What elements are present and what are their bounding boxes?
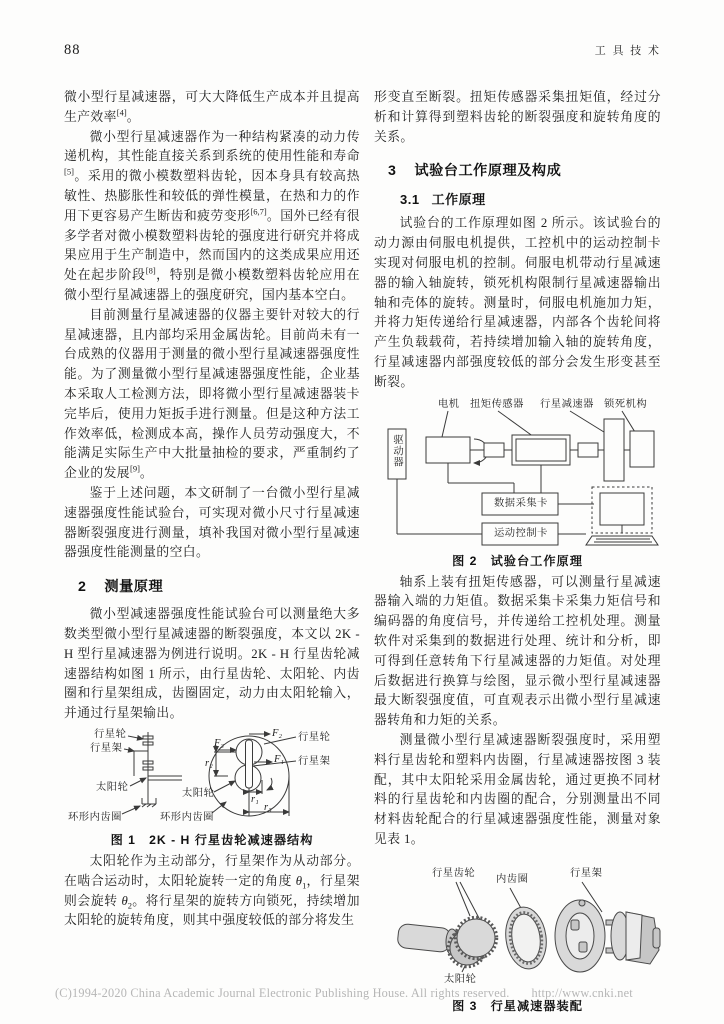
paragraph: 太阳轮作为主动部分，行星架作为从动部分。在啮合运动时，太阳轮旋转一定的角度 $\theta_1$，行星架则会旋转 $\theta_2$。将行星架的旋转方向锁死，持续增加太阳轮的旋转角度，则其中强度较低的部分将发生 xyxy=(64,853,360,928)
fig1-label-r2: r₂ xyxy=(205,757,213,769)
section-number: 3 xyxy=(388,163,397,180)
figure-2 xyxy=(374,397,661,569)
fig1-label-planet-left: 行星轮 xyxy=(94,728,127,740)
fig3-label-sun-gear: 太阳轮 xyxy=(444,973,477,985)
section-number: 2 xyxy=(78,579,87,596)
section-title: 试验台工作原理及构成 xyxy=(414,163,562,180)
figure-1 xyxy=(64,728,360,848)
fig2-label-motor: 电机 xyxy=(438,398,460,410)
fig1-label-carrier-right: 行星架 xyxy=(298,755,331,767)
cnki-url: http://www.cnki.net xyxy=(531,986,633,1000)
paragraph: 鉴于上述问题，本文研制了一台微小型行星减速器强度性能试验台，可实现对微小尺寸行星减速器断裂强度进行测量，填补我国对微小型行星减速器强度性能测量的空白。 xyxy=(64,485,360,560)
page-footer xyxy=(55,986,715,1001)
right-column xyxy=(374,88,661,1018)
copyright-text: (C)1994-2020 China Academic Journal Electronic Publishing House. All rights reserved. xyxy=(55,986,510,1000)
fig1-label-carrier-left: 行星架 xyxy=(90,742,123,754)
subsection-number: 3.1 xyxy=(400,192,420,208)
fig1-label-r3: r₃ xyxy=(264,801,272,813)
section-heading-2 xyxy=(78,576,360,596)
fig1-label-ring-right: 环形内齿圈 xyxy=(160,811,214,823)
paragraph: 微小型减速器强度性能试验台可以测量绝大多数类型微小型行星减速器的断裂强度，本文以 2K - H 型行星减速器为例进行说明。2K - H 行星齿轮减速器结构如图 1 所示，由行星齿轮、太阳轮、内齿圈和行星架组成，齿圈固定，动力由太阳轮输入，并通过行星架输出。 xyxy=(64,607,360,721)
fig2-label-lock: 锁死机构 xyxy=(604,398,648,410)
paragraph: 目前测量行星减速器的仪器主要针对较大的行星减速器，且内部均采用金属齿轮。目前尚未有一台成熟的仪器用于测量的微小型行星减速器强度性能。为了测量微小型行星减速器强度性能，企业基本采取人工检测方法，即将微小型行星减速器装卡完毕后，使用力矩扳手进行测量。但是这种方法工作效率低，检测成本高，操作人员劳动强度大，不能满足实际生产中大批量抽检的要求，严重制约了企业的发展[9]。 xyxy=(64,307,360,481)
fig1-label-sun-right: 太阳轮 xyxy=(182,787,215,799)
fig2-label-daq: 数据采集卡 xyxy=(494,497,548,509)
section-title: 测量原理 xyxy=(104,579,164,596)
fig3-label-ring-gear: 内齿圈 xyxy=(496,873,529,885)
paragraph: 微小型行星减速器作为一种结构紧凑的动力传递机构，其性能直接关系到系统的使用性能和寿命[5]。采用的微小模数塑料齿轮，因本身具有较高热敏性、热膨胀性和较低的弹性模量，在热和力的作用下更容易产生断齿和疲劳变形[6,7]。国外已经有很多学者对微小模数塑料齿轮的强度进行研究并将成果应用于生产制造中，然而国内的这类成果应用还处在起步阶段[8]，特别是微小模数塑料齿轮应用在微小型行星减速器上的强度研究，国内基本空白。 xyxy=(64,129,361,302)
section-heading-3 xyxy=(388,160,661,180)
paragraph: 微小型行星减速器，可大大降低生产成本并且提高生产效率[4]。 xyxy=(64,90,360,124)
fig1-label-ring-left: 环形内齿圈 xyxy=(68,811,122,823)
fig2-label-torque-sensor: 扭矩传感器 xyxy=(470,398,524,410)
figure-1-caption: 图 1 2K - H 行星齿轮减速器结构 xyxy=(110,832,314,847)
page-number: 88 xyxy=(64,42,81,58)
fig1-label-f1: F₁ xyxy=(274,753,285,765)
fig1-label-sun-left: 太阳轮 xyxy=(96,781,129,793)
section-heading-3-1 xyxy=(400,189,661,208)
fig1-label-f2: F₂ xyxy=(272,727,283,739)
fig2-diagram xyxy=(374,397,661,549)
left-column xyxy=(64,88,360,931)
fig2-label-motion: 运动控制卡 xyxy=(494,527,548,539)
paragraph: 试验台的工作原理如图 2 所示。该试验台的动力源由伺服电机提供，工控机中的运动控制卡实现对伺服电机的控制。伺服电机带动行星减速器的输入轴旋转，锁死机构限制行星减速器输出轴和壳体的旋转。测量时，伺服电机施加力矩，并将力矩传递给行星减速器，内部各个齿轮间将产生负载载荷，若持续增加输入轴的旋转角度，行星减速器内部强度较低的部分会发生形变甚至断裂。 xyxy=(374,216,661,389)
figure-2-drawing xyxy=(374,397,661,549)
fig2-label-reducer: 行星减速器 xyxy=(540,398,594,410)
subsection-title: 工作原理 xyxy=(431,192,486,208)
fig1-label-planet-right: 行星轮 xyxy=(298,731,331,743)
figure-2-caption: 图 2 试验台工作原理 xyxy=(452,553,583,568)
fig1-label-f3: F₃ xyxy=(214,737,225,749)
figure-1-drawing xyxy=(64,728,360,828)
paragraph: 形变直至断裂。扭矩传感器采集扭矩值，经过分析和计算得到塑料齿轮的断裂强度和旋转角度的关系。 xyxy=(374,90,661,144)
figure-3-caption: 图 3 行星减速器装配 xyxy=(452,998,583,1013)
figure-3-drawing xyxy=(374,854,661,994)
paragraph: 测量微小型行星减速器断裂强度时，采用塑料行星齿轮和塑料内齿圈，行星减速器按图 3 装配，其中太阳轮采用金属齿轮，通过更换不同材料的行星齿轮和内齿圈的配合，分别测量出不同材料齿轮配合的行星减速器强度性能，测量对象见表 1。 xyxy=(374,732,661,846)
journal-title: 工 具 技 术 xyxy=(594,45,661,57)
fig3-label-planet-gear: 行星齿轮 xyxy=(432,867,476,879)
fig1-label-r1: r₁ xyxy=(251,793,259,805)
fig2-label-driver: 驱动器 xyxy=(391,433,402,468)
paragraph: 轴系上装有扭矩传感器，可以测量行星减速器输入端的力矩值。数据采集卡采集力矩信号和编码器的角度信号，并传递给工控机处理。测量软件对采集到的数据进行处理、统计和分析，即可得到任意转角下行星减速器的力矩值。对处理后数据进行换算与绘图，显示微小型行星减速器最大断裂强度值，可直观表示出微小型行星减速器转角和力矩的关系。 xyxy=(374,574,661,728)
fig3-label-carrier: 行星架 xyxy=(570,867,603,879)
page-header xyxy=(64,42,661,59)
